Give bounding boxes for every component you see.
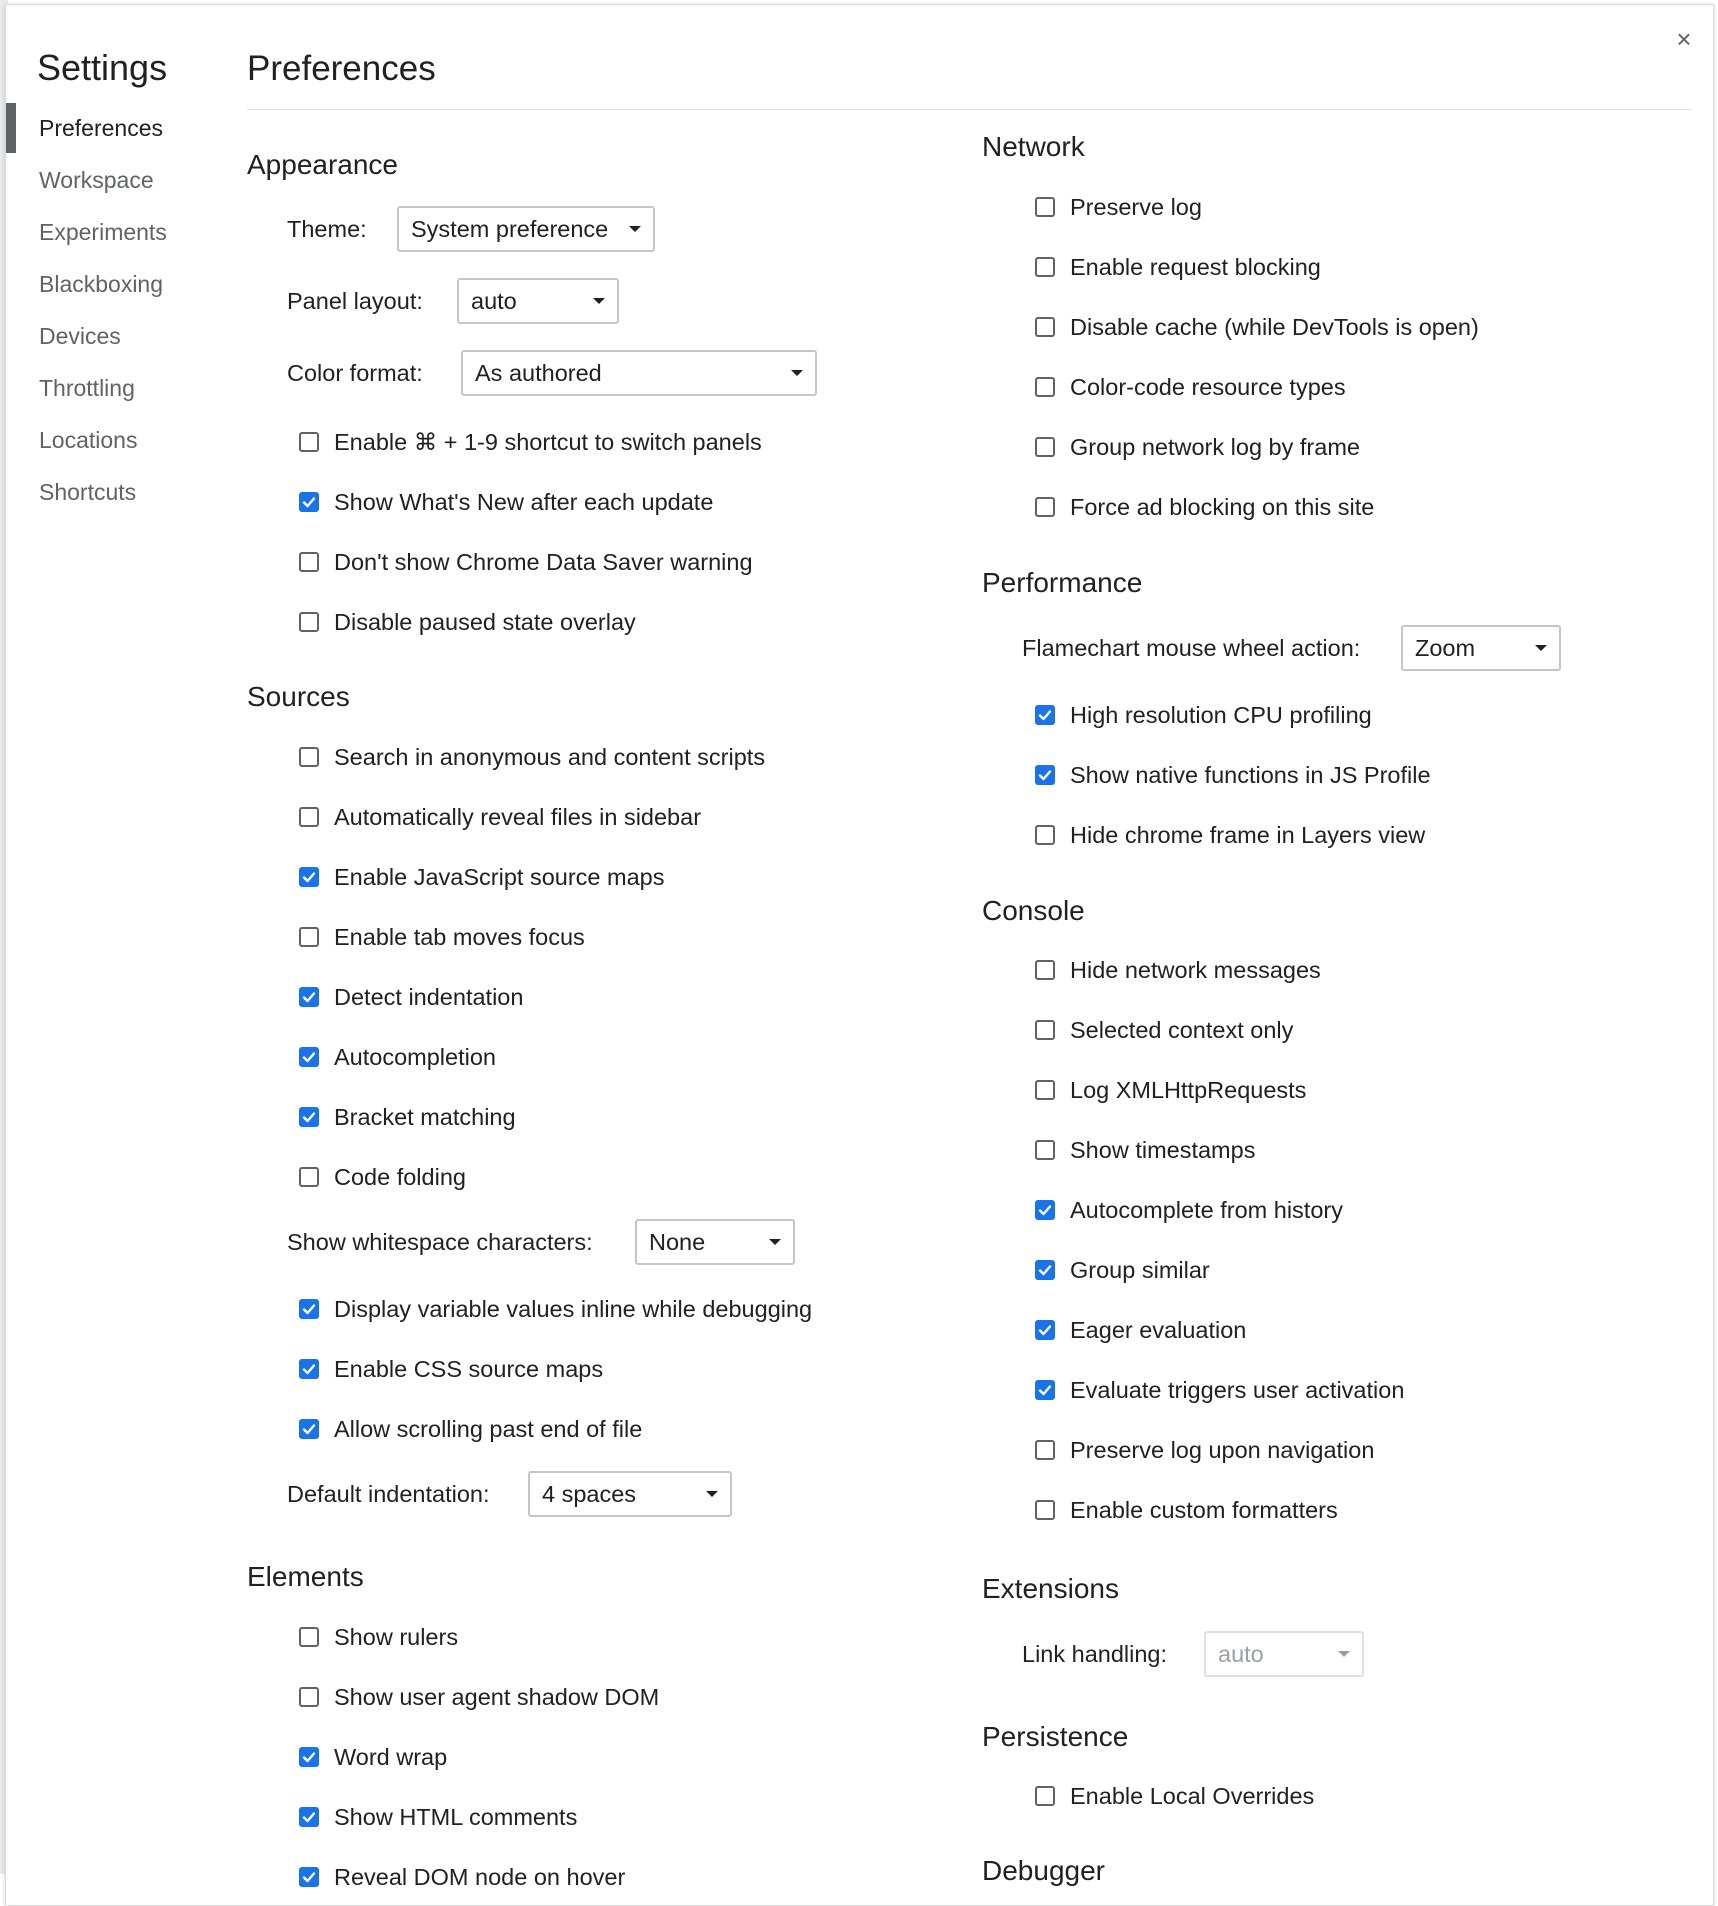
color-format-value: As authored bbox=[475, 360, 602, 386]
chevron-down-icon bbox=[593, 298, 605, 304]
checkbox-unchecked[interactable] bbox=[299, 807, 319, 827]
checkmark-icon bbox=[1038, 1383, 1052, 1397]
setting-enable-tab-moves-focus[interactable] bbox=[299, 919, 585, 955]
chevron-down-icon bbox=[791, 370, 803, 376]
checkbox-checked[interactable] bbox=[299, 492, 319, 512]
checkbox-label: Evaluate triggers user activation bbox=[1070, 1376, 1405, 1403]
checkmark-icon bbox=[302, 1050, 316, 1064]
checkbox-checked[interactable] bbox=[1035, 1200, 1055, 1220]
checkbox-unchecked[interactable] bbox=[299, 927, 319, 947]
whitespace-value: None bbox=[649, 1229, 706, 1255]
setting-log-xmlhttprequests[interactable] bbox=[1035, 1072, 1306, 1108]
checkbox-checked[interactable] bbox=[299, 1807, 319, 1827]
color-format-setting bbox=[287, 350, 602, 396]
sidebar-item-throttling[interactable]: Throttling bbox=[39, 375, 135, 401]
checkbox-unchecked[interactable] bbox=[1035, 257, 1055, 277]
checkbox-label: Enable JavaScript source maps bbox=[334, 863, 665, 890]
theme-select[interactable] bbox=[397, 206, 655, 252]
setting-detect-indentation[interactable] bbox=[299, 979, 523, 1015]
setting-color-code-resource-types[interactable] bbox=[1035, 369, 1346, 405]
checkmark-icon bbox=[302, 1422, 316, 1436]
link-handling-value: auto bbox=[1218, 1641, 1264, 1667]
setting-show-timestamps[interactable] bbox=[1035, 1132, 1255, 1168]
checkbox-unchecked[interactable] bbox=[1035, 960, 1055, 980]
theme-value: System preference bbox=[411, 216, 609, 242]
checkbox-checked[interactable] bbox=[299, 1359, 319, 1379]
indentation-value: 4 spaces bbox=[542, 1481, 637, 1507]
checkbox-unchecked[interactable] bbox=[1035, 1080, 1055, 1100]
checkbox-unchecked[interactable] bbox=[299, 552, 319, 572]
setting-code-folding[interactable] bbox=[299, 1159, 466, 1195]
checkbox-checked[interactable] bbox=[299, 1867, 319, 1887]
checkbox-checked[interactable] bbox=[299, 867, 319, 887]
sidebar-title: Settings bbox=[37, 47, 168, 88]
checkmark-icon bbox=[302, 1810, 316, 1824]
setting-autocomplete-from-history[interactable] bbox=[1035, 1192, 1343, 1228]
checkbox-checked[interactable] bbox=[299, 1047, 319, 1067]
checkbox-checked[interactable] bbox=[1035, 705, 1055, 725]
checkbox-label: Group network log by frame bbox=[1070, 433, 1360, 460]
checkmark-icon bbox=[302, 990, 316, 1004]
checkmark-icon bbox=[1038, 1203, 1052, 1217]
section-title-network: Network bbox=[982, 131, 1085, 162]
setting-search-in-anonymous-and-content-scripts[interactable] bbox=[299, 739, 765, 775]
chevron-down-icon bbox=[706, 1491, 718, 1497]
link-handling-setting bbox=[1022, 1631, 1264, 1677]
setting-word-wrap[interactable] bbox=[299, 1739, 447, 1775]
checkbox-label: Detect indentation bbox=[334, 983, 524, 1010]
section-title-extensions: Extensions bbox=[982, 1573, 1119, 1604]
sidebar-item-blackboxing[interactable]: Blackboxing bbox=[39, 271, 164, 297]
checkmark-icon bbox=[1038, 708, 1052, 722]
title-divider bbox=[247, 109, 1692, 110]
setting-group-similar[interactable] bbox=[1035, 1252, 1210, 1288]
setting-evaluate-triggers-user-activation[interactable] bbox=[1035, 1372, 1404, 1408]
setting-disable-cache-while-devtools-is-open[interactable] bbox=[1035, 309, 1479, 345]
checkbox-checked[interactable] bbox=[1035, 1380, 1055, 1400]
setting-preserve-log[interactable] bbox=[1035, 189, 1202, 225]
setting-don-t-show-chrome-data-saver-warning[interactable] bbox=[299, 544, 753, 580]
section-title-performance: Performance bbox=[982, 567, 1143, 598]
section-title-sources: Sources bbox=[247, 681, 350, 712]
checkbox-label: Disable paused state overlay bbox=[334, 608, 636, 635]
checkbox-label: Display variable values inline while debugging bbox=[334, 1295, 813, 1322]
checkbox-label: Selected context only bbox=[1070, 1016, 1294, 1043]
panel-layout-setting bbox=[287, 278, 517, 324]
panel-layout-value: auto bbox=[471, 288, 517, 314]
setting-enable-custom-formatters[interactable] bbox=[1035, 1492, 1338, 1528]
checkmark-icon bbox=[302, 1362, 316, 1376]
setting-force-ad-blocking-on-this-site[interactable] bbox=[1035, 489, 1374, 525]
setting-enable-request-blocking[interactable] bbox=[1035, 249, 1321, 285]
setting-automatically-reveal-files-in-sidebar[interactable] bbox=[299, 799, 701, 835]
setting-hide-network-messages[interactable] bbox=[1035, 952, 1321, 988]
checkbox-unchecked[interactable] bbox=[1035, 197, 1055, 217]
checkbox-label: Allow scrolling past end of file bbox=[334, 1415, 643, 1442]
sidebar-item-experiments[interactable]: Experiments bbox=[39, 219, 167, 245]
setting-show-user-agent-shadow-dom[interactable] bbox=[299, 1679, 659, 1715]
setting-group-network-log-by-frame[interactable] bbox=[1035, 429, 1360, 465]
checkbox-label: Autocompletion bbox=[334, 1043, 496, 1070]
checkbox-unchecked[interactable] bbox=[299, 432, 319, 452]
indentation-setting bbox=[287, 1471, 637, 1517]
checkbox-unchecked[interactable] bbox=[299, 612, 319, 632]
checkmark-icon bbox=[1038, 768, 1052, 782]
checkbox-label: Group similar bbox=[1070, 1256, 1210, 1283]
checkbox-label: Color-code resource types bbox=[1070, 373, 1346, 400]
checkbox-label: Automatically reveal files in sidebar bbox=[334, 803, 702, 830]
setting-enable-1-9-shortcut-to-switch-panels[interactable] bbox=[299, 424, 762, 460]
checkbox-label: Show rulers bbox=[334, 1623, 459, 1650]
setting-eager-evaluation[interactable] bbox=[1035, 1312, 1246, 1348]
sidebar-item-shortcuts[interactable]: Shortcuts bbox=[39, 479, 137, 505]
link-handling-label: Link handling: bbox=[1022, 1640, 1168, 1667]
whitespace-setting bbox=[287, 1219, 706, 1265]
checkbox-checked[interactable] bbox=[299, 1747, 319, 1767]
checkmark-icon bbox=[1038, 1323, 1052, 1337]
setting-allow-scrolling-past-end-of-file[interactable] bbox=[299, 1411, 642, 1447]
panel-layout-label: Panel layout: bbox=[287, 287, 423, 314]
sidebar-item-workspace[interactable]: Workspace bbox=[39, 167, 154, 193]
setting-autocompletion[interactable] bbox=[299, 1039, 496, 1075]
checkbox-unchecked[interactable] bbox=[1035, 825, 1055, 845]
checkmark-icon bbox=[302, 1870, 316, 1884]
checkbox-unchecked[interactable] bbox=[1035, 1786, 1055, 1806]
checkbox-checked[interactable] bbox=[1035, 765, 1055, 785]
checkbox-label: Show What's New after each update bbox=[334, 488, 714, 515]
sidebar-item-locations[interactable]: Locations bbox=[39, 427, 138, 453]
checkbox-label: Word wrap bbox=[334, 1743, 448, 1770]
checkbox-label: Search in anonymous and content scripts bbox=[334, 743, 766, 770]
checkbox-label: Don't show Chrome Data Saver warning bbox=[334, 548, 753, 575]
setting-selected-context-only[interactable] bbox=[1035, 1012, 1293, 1048]
checkbox-checked[interactable] bbox=[1035, 1260, 1055, 1280]
checkbox-label: Enable request blocking bbox=[1070, 253, 1321, 280]
checkbox-label: Code folding bbox=[334, 1163, 466, 1190]
section-title-elements: Elements bbox=[247, 1561, 364, 1592]
whitespace-label: Show whitespace characters: bbox=[287, 1228, 593, 1255]
setting-high-resolution-cpu-profiling[interactable] bbox=[1035, 697, 1372, 733]
setting-reveal-dom-node-on-hover[interactable] bbox=[299, 1859, 625, 1895]
checkbox-label: Reveal DOM node on hover bbox=[334, 1863, 626, 1890]
section-title-console: Console bbox=[982, 895, 1085, 926]
checkmark-icon bbox=[302, 1302, 316, 1316]
flamechart-label: Flamechart mouse wheel action: bbox=[1022, 634, 1361, 661]
checkbox-label: Enable ⌘ + 1-9 shortcut to switch panels bbox=[334, 429, 762, 455]
checkbox-label: Enable tab moves focus bbox=[334, 923, 585, 950]
flamechart-setting bbox=[1022, 625, 1476, 671]
setting-show-what-s-new-after-each-update[interactable] bbox=[299, 484, 713, 520]
checkbox-checked[interactable] bbox=[299, 987, 319, 1007]
setting-enable-javascript-source-maps[interactable] bbox=[299, 859, 664, 895]
section-title-persistence: Persistence bbox=[982, 1721, 1129, 1752]
checkmark-icon bbox=[1038, 1263, 1052, 1277]
checkmark-icon bbox=[302, 1110, 316, 1124]
theme-label: Theme: bbox=[287, 215, 367, 242]
checkbox-unchecked[interactable] bbox=[299, 1627, 319, 1647]
flamechart-value: Zoom bbox=[1415, 635, 1476, 661]
checkbox-label: Bracket matching bbox=[334, 1103, 516, 1130]
color-format-label: Color format: bbox=[287, 359, 423, 386]
checkmark-icon bbox=[302, 870, 316, 884]
checkbox-label: Preserve log upon navigation bbox=[1070, 1436, 1375, 1463]
checkbox-unchecked[interactable] bbox=[299, 747, 319, 767]
setting-show-html-comments[interactable] bbox=[299, 1799, 577, 1835]
settings-dialog bbox=[5, 4, 1714, 1906]
checkbox-unchecked[interactable] bbox=[299, 1167, 319, 1187]
setting-display-variable-values-inline-while-debugging[interactable] bbox=[299, 1291, 812, 1327]
setting-show-native-functions-in-js-profile[interactable] bbox=[1035, 757, 1431, 793]
indentation-label: Default indentation: bbox=[287, 1480, 490, 1507]
setting-preserve-log-upon-navigation[interactable] bbox=[1035, 1432, 1374, 1468]
setting-show-rulers[interactable] bbox=[299, 1619, 458, 1655]
setting-enable-css-source-maps[interactable] bbox=[299, 1351, 603, 1387]
checkbox-label: Force ad blocking on this site bbox=[1070, 493, 1375, 520]
checkbox-unchecked[interactable] bbox=[1035, 317, 1055, 337]
checkbox-unchecked[interactable] bbox=[1035, 1140, 1055, 1160]
checkbox-unchecked[interactable] bbox=[1035, 1440, 1055, 1460]
chevron-down-icon bbox=[1535, 645, 1547, 651]
checkbox-label: Autocomplete from history bbox=[1070, 1196, 1343, 1223]
checkbox-label: Show HTML comments bbox=[334, 1803, 578, 1830]
checkbox-unchecked[interactable] bbox=[1035, 1500, 1055, 1520]
checkbox-checked[interactable] bbox=[299, 1299, 319, 1319]
checkbox-label: Log XMLHttpRequests bbox=[1070, 1076, 1307, 1103]
checkbox-checked[interactable] bbox=[299, 1107, 319, 1127]
section-title-appearance: Appearance bbox=[247, 149, 399, 180]
checkbox-label: Disable cache (while DevTools is open) bbox=[1070, 313, 1479, 340]
checkmark-icon bbox=[302, 495, 316, 509]
chevron-down-icon bbox=[1338, 1651, 1350, 1657]
setting-disable-paused-state-overlay[interactable] bbox=[299, 604, 636, 640]
indentation-select[interactable] bbox=[528, 1471, 732, 1517]
checkbox-label: Enable Local Overrides bbox=[1070, 1782, 1315, 1809]
checkmark-icon bbox=[302, 1750, 316, 1764]
setting-hide-chrome-frame-in-layers-view[interactable] bbox=[1035, 817, 1425, 853]
page-title: Preferences bbox=[247, 49, 436, 88]
whitespace-select[interactable] bbox=[635, 1219, 795, 1265]
checkbox-label: Enable custom formatters bbox=[1070, 1496, 1338, 1523]
checkbox-label: Show user agent shadow DOM bbox=[334, 1683, 660, 1710]
theme-setting bbox=[287, 206, 609, 252]
checkbox-unchecked[interactable] bbox=[1035, 1020, 1055, 1040]
sidebar-item-devices[interactable]: Devices bbox=[39, 323, 121, 349]
close-icon[interactable]: × bbox=[1676, 24, 1692, 54]
checkbox-label: High resolution CPU profiling bbox=[1070, 701, 1372, 728]
checkbox-label: Preserve log bbox=[1070, 193, 1202, 220]
flamechart-select[interactable] bbox=[1401, 625, 1561, 671]
checkbox-label: Show timestamps bbox=[1070, 1136, 1256, 1163]
section-title-debugger: Debugger bbox=[982, 1855, 1105, 1886]
checkbox-unchecked[interactable] bbox=[1035, 497, 1055, 517]
sidebar-item-preferences[interactable]: Preferences bbox=[6, 103, 236, 153]
panel-layout-select[interactable] bbox=[457, 278, 619, 324]
checkbox-label: Show native functions in JS Profile bbox=[1070, 761, 1431, 788]
chevron-down-icon bbox=[769, 1239, 781, 1245]
checkbox-label: Hide chrome frame in Layers view bbox=[1070, 821, 1426, 848]
setting-bracket-matching[interactable] bbox=[299, 1099, 516, 1135]
color-format-select[interactable] bbox=[461, 350, 817, 396]
checkbox-unchecked[interactable] bbox=[299, 1687, 319, 1707]
chevron-down-icon bbox=[629, 226, 641, 232]
setting-enable-local-overrides[interactable] bbox=[1035, 1778, 1314, 1814]
checkbox-label: Hide network messages bbox=[1070, 956, 1321, 983]
checkbox-checked[interactable] bbox=[299, 1419, 319, 1439]
checkbox-label: Enable CSS source maps bbox=[334, 1355, 604, 1382]
link-handling-select bbox=[1204, 1631, 1364, 1677]
checkbox-label: Eager evaluation bbox=[1070, 1316, 1247, 1343]
checkbox-unchecked[interactable] bbox=[1035, 437, 1055, 457]
checkbox-checked[interactable] bbox=[1035, 1320, 1055, 1340]
checkbox-unchecked[interactable] bbox=[1035, 377, 1055, 397]
